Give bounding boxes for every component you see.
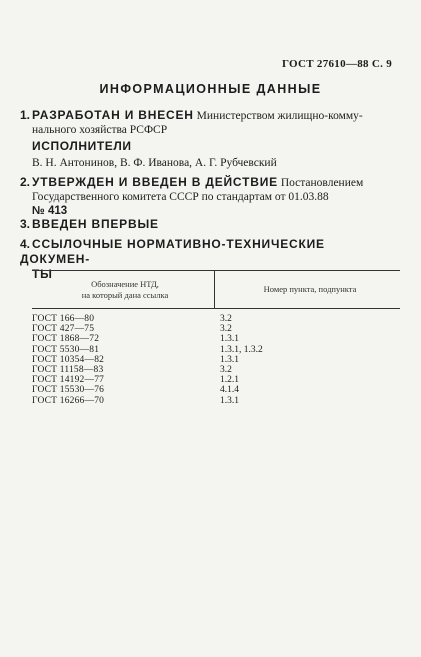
executors-names: В. Н. Антонинов, В. Ф. Иванова, А. Г. Рубчевский	[32, 157, 277, 169]
table-row	[32, 314, 400, 324]
decree-number: № 413	[32, 205, 68, 217]
clause-number: 1.2.1	[220, 375, 239, 386]
gost-designation: ГОСТ 10354—82	[32, 354, 105, 365]
section-number: 2.	[20, 175, 31, 189]
gost-designation: ГОСТ 166—80	[32, 314, 95, 324]
section-text: нального хозяйства РСФСР	[32, 124, 168, 136]
clause-number: 1.3.1	[220, 395, 239, 406]
gost-designation: ГОСТ 427—75	[32, 324, 95, 335]
executors-heading: ИСПОЛНИТЕЛИ	[32, 139, 132, 153]
table-row	[32, 355, 400, 365]
table-row	[32, 334, 400, 344]
section-heading: ТЫ	[32, 267, 53, 281]
section-text: Министерством жилищно-комму-	[193, 110, 363, 122]
table-header-rule	[32, 308, 400, 309]
section-reference-documents	[20, 237, 392, 281]
section-approved	[20, 175, 392, 218]
clause-number: 1.3.1	[220, 334, 239, 345]
column-header-clause: Номер пункта, подпункта	[263, 284, 357, 294]
clause-number: 1.3.1, 1.3.2	[220, 344, 263, 355]
document-title: ИНФОРМАЦИОННЫЕ ДАННЫЕ	[99, 82, 322, 96]
clause-number: 1.3.1	[220, 354, 239, 365]
gost-designation: ГОСТ 15530—76	[32, 385, 105, 396]
section-text: Постановлением	[277, 177, 364, 189]
clause-number: 3.2	[220, 314, 232, 324]
section-number: 3.	[20, 217, 31, 231]
clause-number: 3.2	[220, 324, 232, 335]
column-header-line: на который дана ссылка	[81, 290, 169, 300]
clause-number: 3.2	[220, 365, 232, 375]
table-row	[32, 345, 400, 355]
section-developed	[20, 108, 392, 137]
section-number: 1.	[20, 108, 31, 122]
table-row	[32, 365, 400, 375]
gost-designation: ГОСТ 16266—70	[32, 395, 105, 406]
gost-designation: ГОСТ 5530—81	[32, 344, 100, 355]
table-row	[32, 396, 400, 406]
section-heading: ВВЕДЕН ВПЕРВЫЕ	[32, 217, 159, 231]
table-top-rule	[32, 270, 400, 271]
column-header-line: Обозначение НТД,	[91, 279, 159, 289]
gost-designation: ГОСТ 11158—83	[32, 365, 104, 375]
section-first-introduced	[20, 217, 392, 232]
section-text: Государственного комитета СССР по стандартам от 01.03.88	[32, 191, 329, 203]
section-heading: УТВЕРЖДЕН И ВВЕДЕН В ДЕЙСТВИЕ	[32, 175, 278, 189]
section-heading: ССЫЛОЧНЫЕ НОРМАТИВНО-ТЕХНИЧЕСКИЕ ДОКУМЕН-	[20, 237, 325, 266]
table-row	[32, 385, 400, 395]
page-header: ГОСТ 27610—88 С. 9	[281, 58, 392, 70]
gost-designation: ГОСТ 1868—72	[32, 334, 100, 345]
clause-number: 4.1.4	[220, 385, 239, 396]
gost-designation: ГОСТ 14192—77	[32, 375, 105, 386]
table-column-divider	[214, 271, 215, 308]
table-row	[32, 375, 400, 385]
table-row	[32, 324, 400, 334]
section-heading: РАЗРАБОТАН И ВНЕСЕН	[32, 108, 194, 122]
column-header-designation	[42, 279, 208, 301]
section-number: 4.	[20, 237, 31, 251]
